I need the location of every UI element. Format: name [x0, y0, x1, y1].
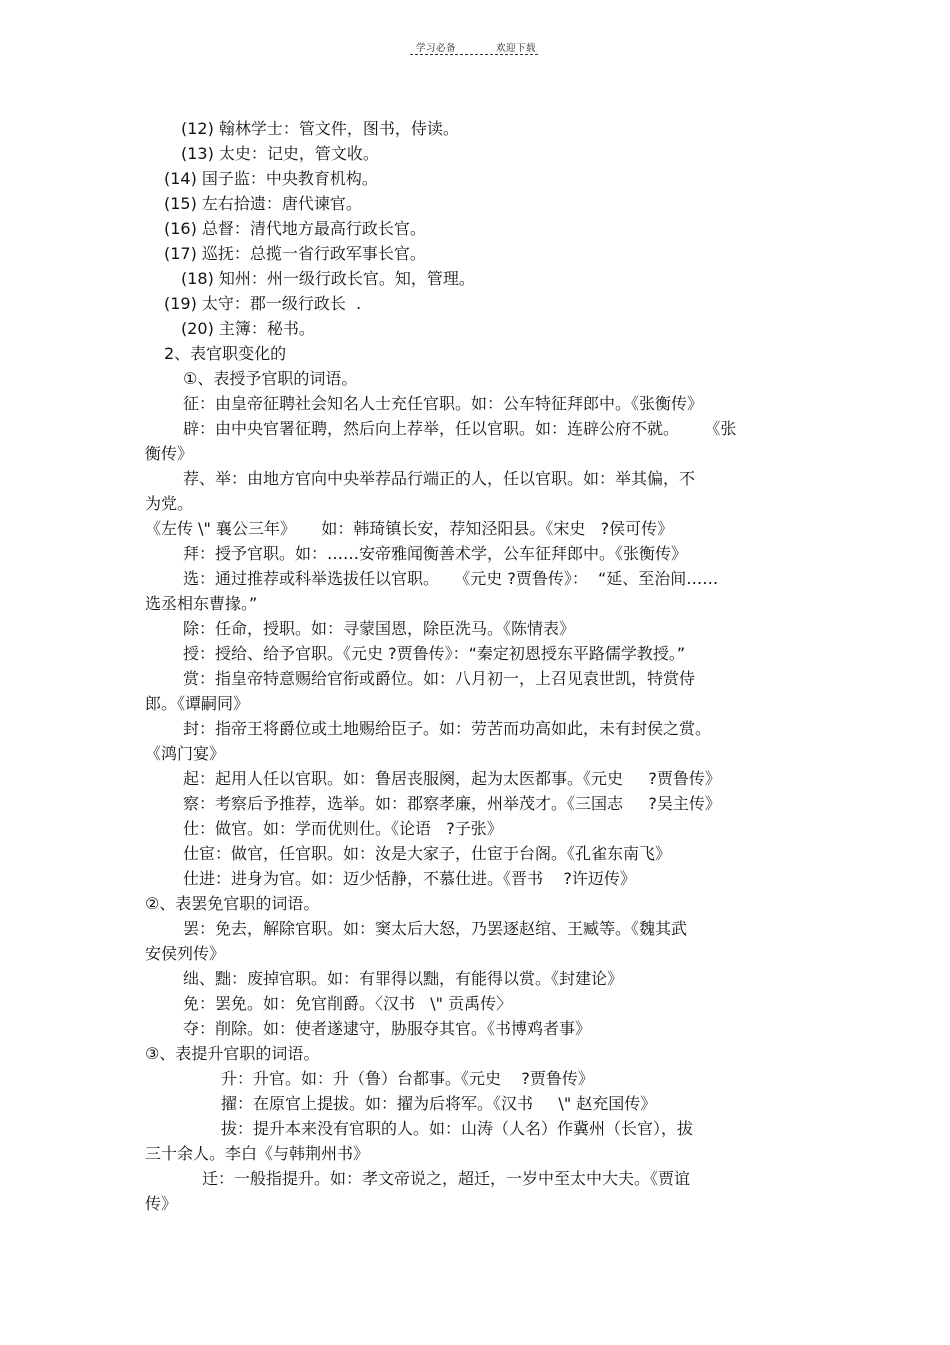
text-line: 察：考察后予推荐，选举。如：郡察孝廉，州举茂才。《三国志 ?吴主传》	[183, 794, 721, 813]
text-line: 迁：一般指提升。如：孝文帝说之，超迁，一岁中至太中大夫。《贾谊	[202, 1169, 691, 1188]
subsection-heading: ②、表罢免官职的词语。	[145, 894, 320, 913]
text-line: (12) 翰林学士：管文件，图书，侍读。	[181, 119, 459, 138]
text-line: 《鸿门宴》	[145, 744, 226, 763]
text-line: 升：升官。如：升（鲁）台都事。《元史 ?贾鲁传》	[221, 1069, 594, 1088]
text-line: 辟：由中央官署征聘，然后向上荐举，任以官职。如：连辟公府不就。 《张	[183, 419, 737, 438]
text-line: 荐、举：由地方官向中央举荐品行端正的人，任以官职。如：举其偏，不	[183, 469, 696, 488]
text-line: 传》	[145, 1194, 178, 1213]
text-line: 安侯列传》	[145, 944, 226, 963]
text-line: 选：通过推荐或科举选拔任以官职。 《元史 ?贾鲁传》： “延、至治间……	[183, 569, 719, 588]
text-line: 罢：免去，解除官职。如：窦太后大怒，乃罢逐赵绾、王臧等。《魏其武	[183, 919, 688, 938]
text-line: 起：起用人任以官职。如：鲁居丧服阕，起为太医都事。《元史 ?贾鲁传》	[183, 769, 721, 788]
text-line: 仕：做官。如：学而优则仕。《论语 ?子张》	[183, 819, 503, 838]
text-line: (18) 知州：州一级行政长官。知，管理。	[181, 269, 475, 288]
text-line: 《左传 \" 襄公三年》 如：韩琦镇长安，荐知泾阳县。《宋史 ?侯可传》	[145, 519, 674, 538]
text-line: (20) 主簿：秘书。	[181, 319, 315, 338]
header-left-text: 学习必备	[416, 43, 457, 54]
text-line: 赏：指皇帝特意赐给官衔或爵位。如：八月初一，上召见袁世凯，特赏侍	[183, 669, 696, 688]
text-line: 除：任命，授职。如：寻蒙国恩，除臣洗马。《陈情表》	[183, 619, 576, 638]
text-line: 仕宦：做官，任官职。如：汝是大家子，仕宦于台阁。《孔雀东南飞》	[183, 844, 672, 863]
text-line: 擢：在原官上提拔。如：擢为后将军。《汉书 \" 赵充国传》	[221, 1094, 657, 1113]
text-line: 绌、黜：废掉官职。如：有罪得以黜，有能得以赏。《封建论》	[183, 969, 624, 988]
subsection-heading: ③、表提升官职的词语。	[145, 1044, 320, 1063]
text-line: 郎。《谭嗣同》	[145, 694, 250, 713]
header-right-text: 欢迎下载	[496, 43, 537, 54]
text-line: (16) 总督：清代地方最高行政长官。	[164, 219, 426, 238]
text-line: (15) 左右拾遗：唐代谏官。	[164, 194, 362, 213]
section-heading: 2、表官职变化的	[164, 344, 287, 363]
text-line: 衡传》	[145, 444, 194, 463]
text-line: 选丞相东曹掾。”	[145, 594, 258, 613]
text-line: (13) 太史：记史，管文收。	[181, 144, 379, 163]
text-line: (19) 太守：郡一级行政长 .	[164, 294, 362, 313]
text-line: 免：罢免。如：免官削爵。〈汉书 \" 贡禹传〉	[183, 994, 513, 1013]
text-line: 为党。	[145, 494, 194, 513]
text-line: 封：指帝王将爵位或土地赐给臣子。如：劳苦而功高如此，未有封侯之赏。	[183, 719, 712, 738]
subsection-heading: ①、表授予官职的词语。	[183, 369, 358, 388]
text-line: 授：授给、给予官职。《元史 ?贾鲁传》：“秦定初恩授东平路儒学教授。”	[183, 644, 686, 663]
text-line: 拜：授予官职。如：……安帝雅闻衡善术学，公车征拜郎中。《张衡传》	[183, 544, 688, 563]
text-line: 征：由皇帝征聘社会知名人士充任官职。如：公车特征拜郎中。《张衡传》	[183, 394, 704, 413]
text-line: 拔：提升本来没有官职的人。如：山涛（人名）作冀州（长官），拔	[221, 1119, 694, 1138]
text-line: 仕进：进身为官。如：迈少恬静，不慕仕进。《晋书 ?许迈传》	[183, 869, 636, 888]
text-line: 夺：削除。如：使者遂逮守，胁服夺其官。《书博鸡者事》	[183, 1019, 592, 1038]
text-line: (14) 国子监：中央教育机构。	[164, 169, 378, 188]
text-line: (17) 巡抚：总揽一省行政军事长官。	[164, 244, 426, 263]
text-line: 三十余人。李白《与韩荆州书》	[145, 1144, 370, 1163]
